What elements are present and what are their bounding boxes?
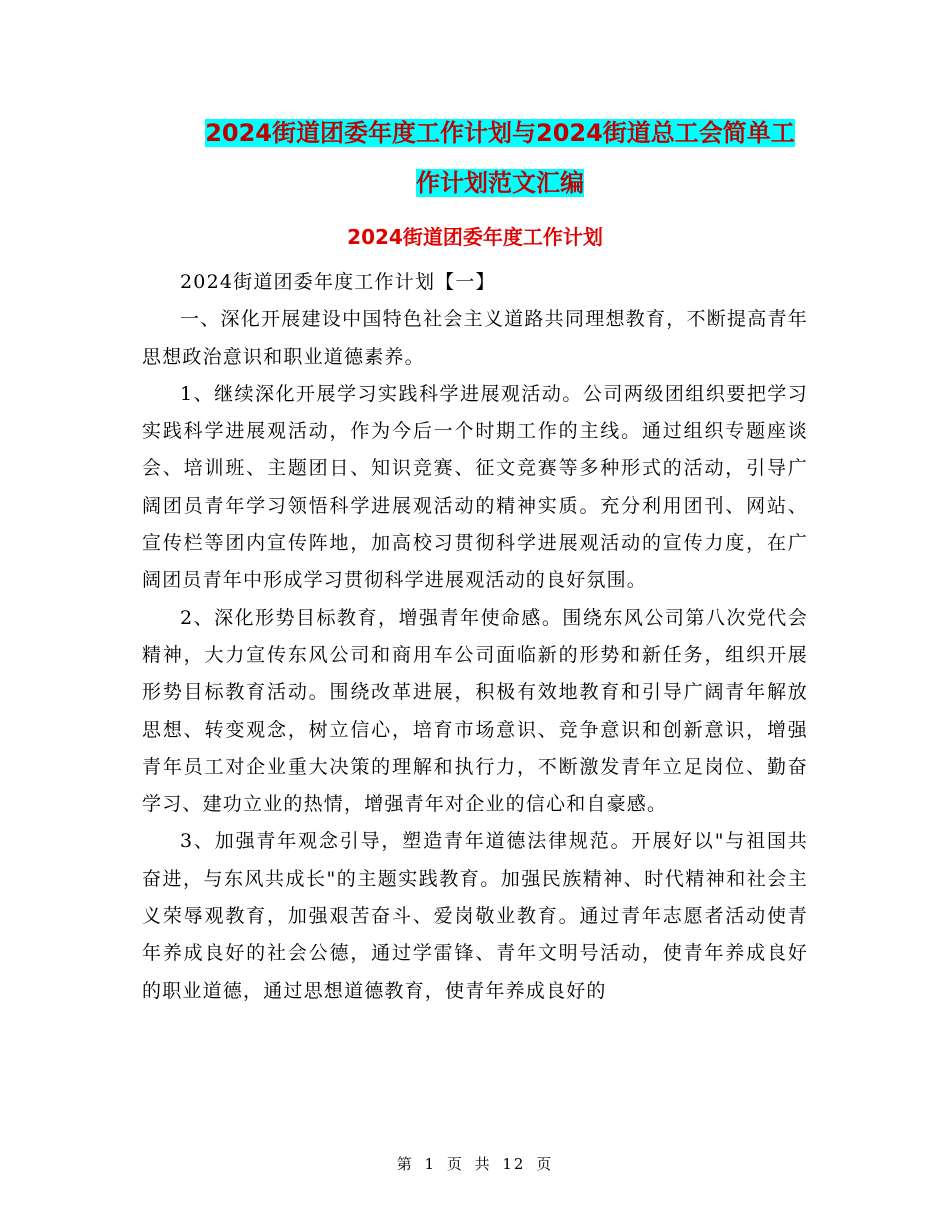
paragraph-heading: 2024街道团委年度工作计划【一】 <box>180 271 496 293</box>
document-title-line-2: 作计划范文汇编 <box>416 169 584 197</box>
section-title: 2024街道团委年度工作计划 <box>347 225 603 249</box>
paragraph: 1、继续深化开展学习实践科学进展观活动。公司两级团组织要把学习实践科学进展观活动，作为今后一个时期工作的主线。通过组织专题座谈会、培训班、主题团日、知识竞赛、征文竞赛等多种形式的活动，引导广阔团员青年学习领悟科学进展观活动的精神实质。充分利用团刊、网站、宣传栏等团内宣传阵地，加高校习贯彻科学进展观活动的宣传力度，在广阔团员青年中形成学习贯彻科学进展观活动的良好氛围。 <box>142 382 808 592</box>
paragraph: 2、深化形势目标教育，增强青年使命感。围绕东风公司第八次党代会精神，大力宣传东风公司和商用车公司面临新的形势和新任务，组织开展形势目标教育活动。围绕改革进展，积极有效地教育和引导广阔青年解放思想、转变观念，树立信心，培育市场意识、竞争意识和创新意识，增强青年员工对企业重大决策的理解和执行力，不断激发青年立足岗位、勤奋学习、建功立业的热情，增强青年对企业的信心和自豪感。 <box>142 606 808 816</box>
document-title <box>140 108 860 208</box>
paragraph: 3、加强青年观念引导，塑造青年道德法律规范。开展好以"与祖国共奋进，与东风共成长"的主题实践教育。加强民族精神、时代精神和社会主义荣辱观教育，加强艰苦奋斗、爱岗敬业教育。通过青年志愿者活动使青年养成良好的社会公德，通过学雷锋、青年文明号活动，使青年养成良好的职业道德，通过思想道德教育，使青年养成良好的 <box>142 830 808 1002</box>
document-title-line-1: 2024街道团委年度工作计划与2024街道总工会简单工 <box>205 119 795 147</box>
document-body <box>142 264 808 1010</box>
paragraph: 一、深化开展建设中国特色社会主义道路共同理想教育，不断提高青年思想政治意识和职业道德素养。 <box>142 308 808 368</box>
page-number-footer: 第 1 页 共 12 页 <box>396 1155 554 1173</box>
